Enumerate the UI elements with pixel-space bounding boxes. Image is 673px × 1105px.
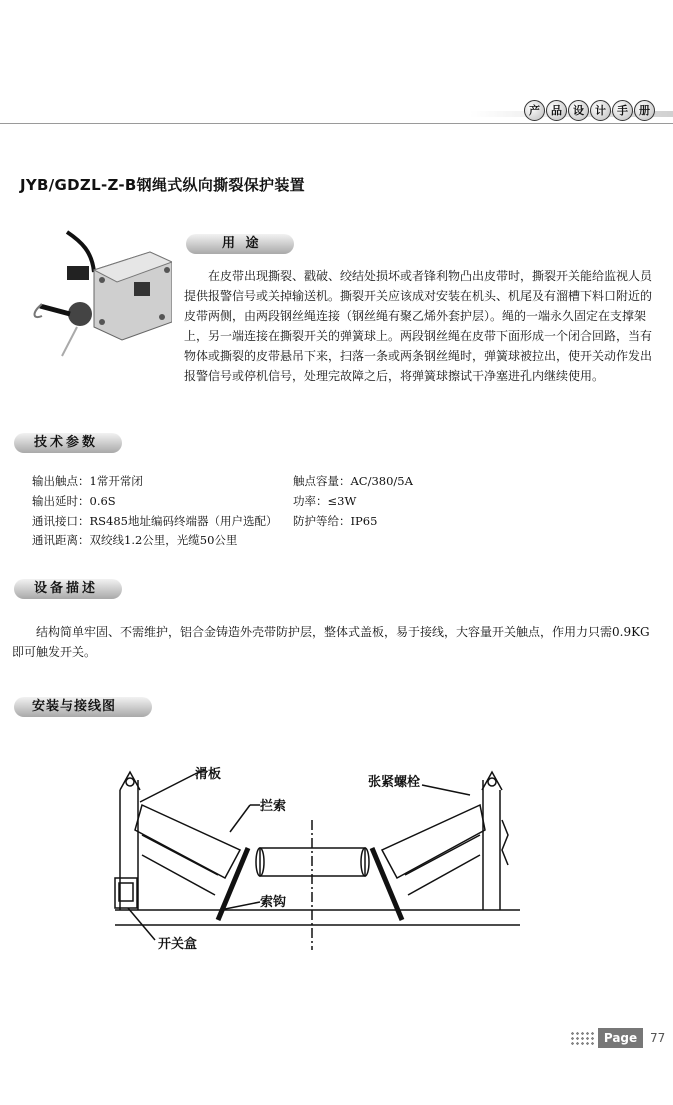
installation-heading-text: 安装与接线图 bbox=[32, 699, 117, 714]
footer-dots bbox=[570, 1031, 596, 1045]
header-rule bbox=[0, 123, 673, 124]
product-image bbox=[22, 222, 172, 362]
label-switch-box: 开关盒 bbox=[158, 937, 198, 952]
spec-protection: 防护等给：IP65 bbox=[293, 514, 378, 528]
usage-heading bbox=[186, 234, 294, 254]
manual-char: 册 bbox=[634, 100, 655, 121]
usage-paragraph: 在皮带出现撕裂、戳破、绞结处损坏或者锋利物凸出皮带时，撕裂开关能给监视人员提供报警信号或关掉输送机。撕裂开关应该成对安装在机头、机尾及有溜槽下料口附近的皮带两侧，由两段钢丝绳连接（钢丝绳有聚乙烯外套护层）。绳的一端永久固定在支撑架上，另一端连接在撕裂开关的弹簧球上。两段钢丝绳在皮带下面形成一个闭合回路，当有物体或撕裂的皮带悬吊下来，扫落一条或两条钢丝绳时，弹簧球被拉出，使开关动作发出报警信号或停机信号，处理完故障之后，将弹簧球擦试干净塞进孔内继续使用。 bbox=[184, 269, 653, 383]
specs-heading bbox=[14, 433, 122, 453]
usage-heading-text: 用 途 bbox=[222, 236, 262, 251]
manual-char: 手 bbox=[612, 100, 633, 121]
manual-char: 设 bbox=[568, 100, 589, 121]
manual-badge bbox=[524, 100, 655, 121]
spec-contact-capacity: 触点容量：AC/380/5A bbox=[293, 474, 413, 488]
page-footer bbox=[570, 1028, 673, 1048]
spec-power: 功率：≤3W bbox=[293, 494, 357, 508]
page-label: Page bbox=[598, 1028, 643, 1048]
label-rope: 拦索 bbox=[260, 799, 287, 814]
description-heading-text: 设备描述 bbox=[34, 581, 99, 596]
installation-heading bbox=[14, 697, 152, 717]
spec-comm-interface: 通讯接口：RS485地址编码终端器（用户选配） bbox=[32, 514, 278, 528]
label-tension-bolt: 张紧螺栓 bbox=[368, 775, 421, 790]
installation-diagram bbox=[100, 760, 540, 970]
manual-char: 计 bbox=[590, 100, 611, 121]
label-slide-plate: 滑板 bbox=[195, 767, 222, 782]
spec-comm-distance: 通讯距离：双绞线1.2公里，光缆50公里 bbox=[32, 533, 238, 547]
page-number: 77 bbox=[650, 1031, 666, 1045]
page-title: JYB/GDZL-Z-B钢绳式纵向撕裂保护装置 bbox=[20, 176, 305, 194]
manual-char: 产 bbox=[524, 100, 545, 121]
spec-output-delay: 输出延时：0.6S bbox=[32, 494, 116, 508]
specs-heading-text: 技术参数 bbox=[34, 435, 99, 450]
description-heading bbox=[14, 579, 122, 599]
description-paragraph: 结构简单牢固、不需维护，铝合金铸造外壳带防护层，整体式盖板，易于接线，大容量开关触点，作用力只需0.9KG即可触发开关。 bbox=[12, 625, 650, 659]
spec-output-contact: 输出触点：1常开常闭 bbox=[32, 474, 143, 488]
manual-char: 品 bbox=[546, 100, 567, 121]
label-hook: 索钩 bbox=[260, 895, 287, 910]
